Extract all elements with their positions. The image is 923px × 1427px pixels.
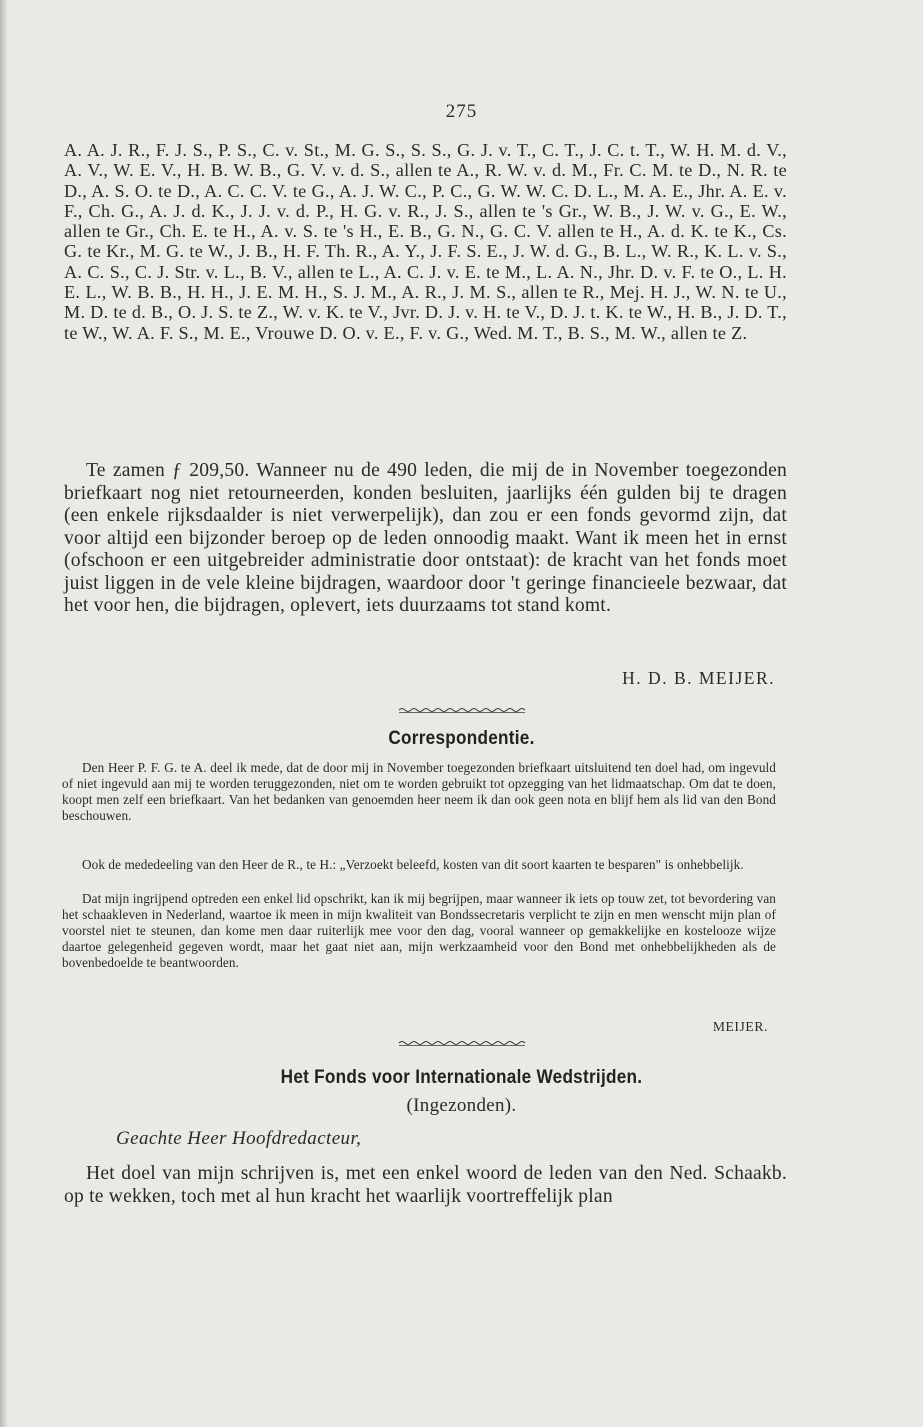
wavy-rule-icon [397,706,527,714]
ornament-divider-2 [0,1039,923,1047]
correspondence-paragraph-1: Den Heer P. F. G. te A. deel ik mede, dat de door mij in November toegezonden briefkaart uitsluitend ten doel had, om ingevuld of niet ingevuld aan mij te worden teruggezonden, niet om te worden gebruikt tot opzegging van het lidmaatschap. Om dat te doen, koopt men zelf een briefkaart. Van het bedanken van genoemden heer neem ik dan ook geen nota en blijf hem als lid van den Bond beschouwen. [62,760,776,823]
signature-meijer-full: H. D. B. MEIJER. [622,668,775,688]
letter-opening-paragraph: Het doel van mijn schrijven is, met een enkel woord de leden van den Ned. Schaakb. op te wekken, toch met al hun kracht het waarlijk voortreffelijk plan [64,1163,787,1207]
heading-correspondentie: Correspondentie. [388,727,535,749]
wavy-rule-icon [397,1039,527,1047]
heading-fonds-internationale-wedstrijden: Het Fonds voor Internationale Wedstrijden. [280,1066,643,1088]
subheading-ingezonden: (Ingezonden). [406,1095,517,1116]
fund-paragraph: Te zamen ƒ 209,50. Wanneer nu de 490 leden, die mij de in November toegezonden briefkaart nog niet retourneerden, konden besluiten, jaarlijks één gulden bij te dragen (een enkele rijksdaalder is niet verwerpelijk), dan zou er een fonds gevormd zijn, dat voor altijd een bijzonder beroep op de leden onnoodig maakt. Want ik meen het in ernst (ofschoon er een uitgebreider administratie door ontstaat): de kracht van het fonds moet juist liggen in de vele kleine bijdragen, waardoor door 't geringe financieele bezwaar, dat het voor hen, die bijdragen, oplevert, iets duurzaams tot stand komt. [64,460,787,616]
signature-meijer-short: MEIJER. [712,1019,768,1034]
ornament-divider [0,706,923,714]
correspondence-paragraph-2: Ook de mededeeling van den Heer de R., te H.: „Verzoekt beleefd, kosten van dit soort kaarten te besparen" is onhebbelijk. [82,857,744,872]
correspondence-paragraph-3: Dat mijn ingrijpend optreden een enkel lid opschrikt, kan ik mij begrijpen, maar wanneer ik iets op touw zet, tot bevordering van het schaakleven in Nederland, waartoe ik meen in mijn kwaliteit van Bondssecretaris verplicht te zijn en men wenscht mijn plan of voorstel niet te steunen, dan kome men daar ruiterlijk mee voor den dag, vooral wanneer op gemakkelijke en kostelooze wijze daartoe gelegenheid gegeven wordt, maar het gaat niet aan, mijn werkzaamheid voor den Bond met onhebbelijkheden als de bovenbedoelde te beantwoorden. [62,891,776,970]
contributor-list: A. A. J. R., F. J. S., P. S., C. v. St., M. G. S., S. S., G. J. v. T., C. T., J. C. t. T., W. H. M. d. V., A. V., W. E. V., H. B. W. B., G. V. v. d. S., allen te A., R. W. v. d. M., Fr. C. M. te D., N. R. te D., A. S. O. te D., A. C. C. V. te G., A. J. W. C., P. C., G. W. W. C. D. L., M. A. E., Jhr. A. E. v. F., Ch. G., A. J. d. K., J. J. v. d. P., H. G. v. R., J. S., allen te 's Gr., W. B., J. W. v. G., E. W., allen te Gr., Ch. E. te H., A. v. S. te 's H., E. B., G. N., G. C. V. allen te H., A. d. K. te K., Cs. G. te Kr., M. G. te W., J. B., H. F. Th. R., A. Y., J. F. S. E., J. W. d. G., B. L., W. R., K. L. v. S., A. C. S., C. J. Str. v. L., B. V., allen te L., A. C. J. v. E. te M., L. A. N., Jhr. D. v. F. te O., L. H. E. L., W. B. B., H. H., J. E. M. H., S. J. M., A. R., J. M. S., allen te R., Mej. H. J., W. N. te U., M. D. te d. B., O. J. S. te Z., W. v. K. te V., Jvr. D. J. v. H. te V., D. J. t. K. te W., H. B., J. D. T., te W., W. A. F. S., M. E., Vrouwe D. O. v. E., F. v. G., Wed. M. T., B. S., M. W., allen te Z. [64,140,787,343]
letter-salutation: Geachte Heer Hoofdredacteur, [116,1128,362,1149]
page-number: 275 [445,101,478,122]
